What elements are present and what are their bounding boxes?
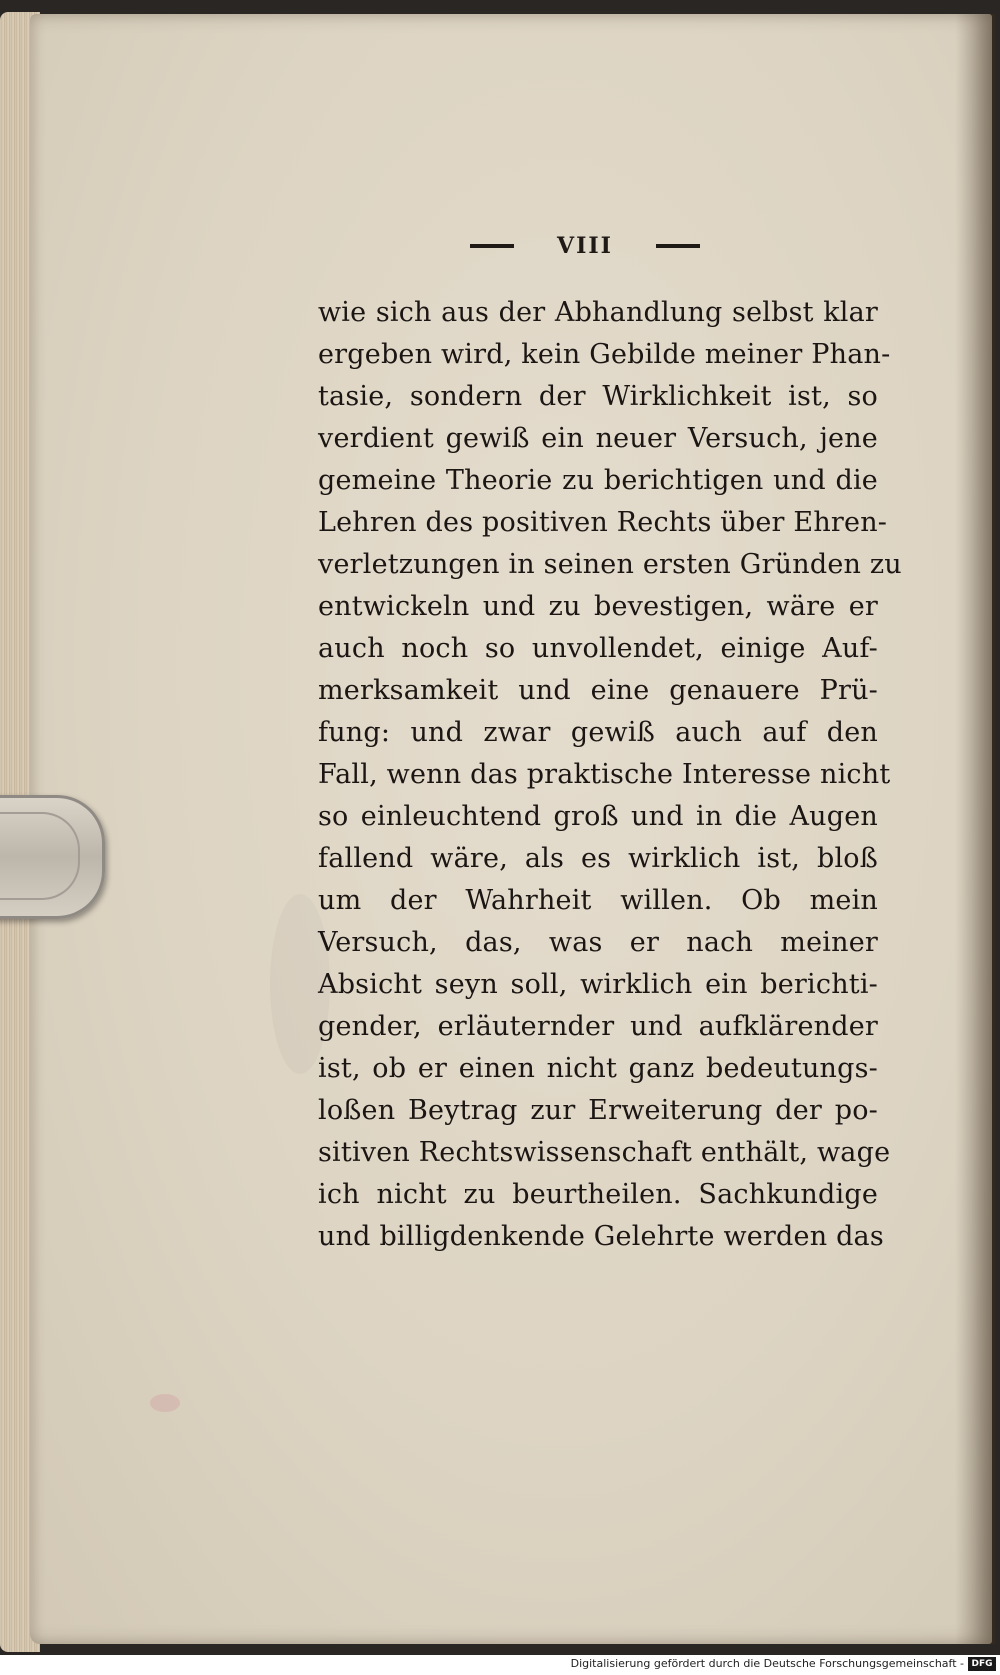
text-line: wie sich aus der Abhandlung selbst klar bbox=[318, 297, 878, 328]
text-line: verdient gewiß ein neuer Versuch, jene bbox=[318, 423, 878, 454]
text-line: ergeben wird, kein Gebilde meiner Phan- bbox=[318, 339, 891, 370]
page-clip bbox=[0, 795, 105, 919]
text-line: gemeine Theorie zu berichtigen und die bbox=[318, 465, 878, 496]
text-line: Fall, wenn das praktische Interesse nicht bbox=[318, 759, 891, 790]
text-line: Versuch, das, was er nach meiner bbox=[318, 927, 878, 958]
text-line: ist, ob er einen nicht ganz bedeutungs- bbox=[318, 1053, 878, 1084]
footer-credit: Digitalisierung gefördert durch die Deutsche Forschungsgemeinschaft - bbox=[570, 1657, 964, 1670]
header-rule-left bbox=[470, 244, 514, 248]
page-header bbox=[470, 226, 700, 266]
text-line: Absicht seyn soll, wirklich ein berichti- bbox=[318, 969, 878, 1000]
page-clip-inner bbox=[0, 812, 80, 900]
text-line: um der Wahrheit willen. Ob mein bbox=[318, 885, 878, 916]
gutter-shadow bbox=[955, 14, 995, 1644]
text-line: tasie, sondern der Wirklichkeit ist, so bbox=[318, 381, 878, 412]
text-line: entwickeln und zu bevestigen, wäre er bbox=[318, 591, 878, 622]
text-line: Lehren des positiven Rechts über Ehren- bbox=[318, 507, 888, 538]
text-line: verletzungen in seinen ersten Gründen zu bbox=[318, 549, 902, 580]
text-line: loßen Beytrag zur Erweiterung der po- bbox=[318, 1095, 878, 1126]
text-line: ich nicht zu beurtheilen. Sachkundige bbox=[318, 1179, 878, 1210]
dfg-logo: DFG bbox=[968, 1657, 996, 1671]
page-number: VIII bbox=[557, 233, 613, 259]
text-line: gender, erläuternder und aufklärender bbox=[318, 1011, 878, 1042]
text-line: auch noch so unvollendet, einige Auf- bbox=[318, 633, 878, 664]
text-line: fallend wäre, als es wirklich ist, bloß bbox=[318, 843, 878, 874]
text-line: so einleuchtend groß und in die Augen bbox=[318, 801, 878, 832]
text-line: merksamkeit und eine genauere Prü- bbox=[318, 675, 878, 706]
text-line: und billigdenkende Gelehrte werden das bbox=[318, 1221, 884, 1252]
body-text bbox=[318, 292, 902, 1258]
stain bbox=[150, 1394, 180, 1412]
header-rule-right bbox=[656, 244, 700, 248]
text-line: fung: und zwar gewiß auch auf den bbox=[318, 717, 878, 748]
text-line: sitiven Rechtswissenschaft enthält, wage bbox=[318, 1137, 891, 1168]
footer-bar bbox=[0, 1655, 1000, 1675]
